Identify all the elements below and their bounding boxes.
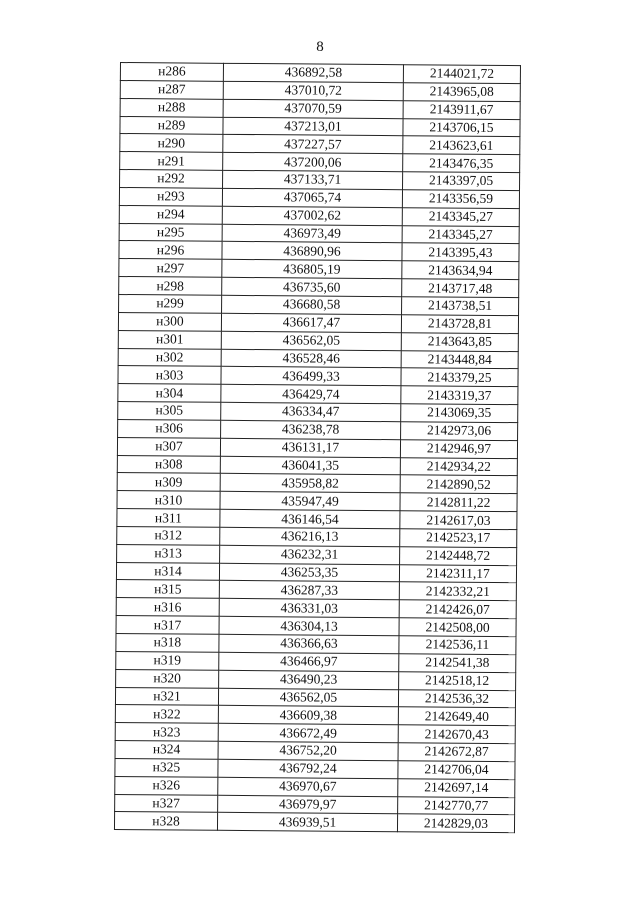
y-coordinate-cell: 2143911,67 — [403, 100, 520, 119]
x-coordinate-cell: 436979,97 — [218, 795, 398, 814]
y-coordinate-cell: 2142508,00 — [399, 618, 516, 637]
point-id-cell: н293 — [119, 187, 222, 206]
x-coordinate-cell: 436253,35 — [219, 563, 399, 582]
x-coordinate-cell: 436131,17 — [220, 438, 400, 457]
y-coordinate-cell: 2142426,07 — [399, 600, 516, 619]
y-coordinate-cell: 2143395,43 — [402, 243, 519, 262]
point-id-cell: н301 — [118, 330, 221, 349]
x-coordinate-cell: 436752,20 — [218, 741, 398, 760]
x-coordinate-cell: 436041,35 — [220, 456, 400, 475]
table-row — [114, 812, 514, 833]
y-coordinate-cell: 2142973,06 — [401, 422, 518, 441]
x-coordinate-cell: 436304,13 — [219, 616, 399, 635]
x-coordinate-cell: 436890,96 — [222, 242, 402, 261]
x-coordinate-cell: 436562,05 — [218, 688, 398, 707]
x-coordinate-cell: 436238,78 — [221, 420, 401, 439]
y-coordinate-cell: 2142518,12 — [399, 671, 516, 690]
point-id-cell: н286 — [120, 63, 223, 82]
x-coordinate-cell: 436973,49 — [222, 224, 402, 243]
y-coordinate-cell: 2143476,35 — [403, 154, 520, 173]
x-coordinate-cell: 437227,57 — [223, 135, 403, 154]
y-coordinate-cell: 2143717,48 — [402, 279, 519, 298]
y-coordinate-cell: 2143706,15 — [403, 118, 520, 137]
x-coordinate-cell: 436680,58 — [222, 295, 402, 314]
y-coordinate-cell: 2142536,11 — [399, 636, 516, 655]
point-id-cell: н307 — [117, 437, 220, 456]
x-coordinate-cell: 436970,67 — [218, 777, 398, 796]
point-id-cell: н309 — [117, 473, 220, 492]
y-coordinate-cell: 2142890,52 — [400, 475, 517, 494]
point-id-cell: н303 — [118, 366, 221, 385]
point-id-cell: н325 — [115, 758, 218, 777]
point-id-cell: н311 — [117, 509, 220, 528]
y-coordinate-cell: 2142332,21 — [399, 582, 516, 601]
point-id-cell: н328 — [114, 812, 217, 831]
y-coordinate-cell: 2142448,72 — [400, 546, 517, 565]
x-coordinate-cell: 436562,05 — [221, 331, 401, 350]
point-id-cell: н319 — [116, 651, 219, 670]
y-coordinate-cell: 2143448,84 — [401, 350, 518, 369]
y-coordinate-cell: 2143319,37 — [401, 386, 518, 405]
point-id-cell: н308 — [117, 455, 220, 474]
y-coordinate-cell: 2143069,35 — [401, 404, 518, 423]
point-id-cell: н315 — [116, 580, 219, 599]
x-coordinate-cell: 437002,62 — [222, 206, 402, 225]
x-coordinate-cell: 436617,47 — [221, 313, 401, 332]
y-coordinate-cell: 2143643,85 — [401, 332, 518, 351]
x-coordinate-cell: 435958,82 — [220, 474, 400, 493]
point-id-cell: н321 — [115, 687, 218, 706]
point-id-cell: н312 — [117, 526, 220, 545]
point-id-cell: н291 — [120, 152, 223, 171]
y-coordinate-cell: 2142311,17 — [399, 564, 516, 583]
point-id-cell: н318 — [116, 633, 219, 652]
x-coordinate-cell: 436499,33 — [221, 367, 401, 386]
y-coordinate-cell: 2142946,97 — [400, 439, 517, 458]
x-coordinate-cell: 436528,46 — [221, 349, 401, 368]
x-coordinate-cell: 436232,31 — [220, 545, 400, 564]
x-coordinate-cell: 436287,33 — [219, 581, 399, 600]
y-coordinate-cell: 2142697,14 — [398, 778, 515, 797]
point-id-cell: н292 — [120, 170, 223, 189]
y-coordinate-cell: 2142670,43 — [398, 725, 515, 744]
point-id-cell: н322 — [115, 705, 218, 724]
point-id-cell: н314 — [116, 562, 219, 581]
point-id-cell: н300 — [118, 312, 221, 331]
y-coordinate-cell: 2142811,22 — [400, 493, 517, 512]
y-coordinate-cell: 2142934,22 — [400, 457, 517, 476]
y-coordinate-cell: 2143345,27 — [402, 225, 519, 244]
x-coordinate-cell: 435947,49 — [220, 492, 400, 511]
y-coordinate-cell: 2142536,32 — [398, 689, 515, 708]
point-id-cell: н302 — [118, 348, 221, 367]
x-coordinate-cell: 436805,19 — [222, 260, 402, 279]
point-id-cell: н296 — [119, 241, 222, 260]
x-coordinate-cell: 437200,06 — [223, 153, 403, 172]
point-id-cell: н313 — [117, 544, 220, 563]
point-id-cell: н310 — [117, 491, 220, 510]
x-coordinate-cell: 437133,71 — [223, 170, 403, 189]
point-id-cell: н324 — [115, 741, 218, 760]
x-coordinate-cell: 436331,03 — [219, 599, 399, 618]
y-coordinate-cell: 2144021,72 — [403, 65, 520, 84]
y-coordinate-cell: 2143356,59 — [402, 190, 519, 209]
y-coordinate-cell: 2143345,27 — [402, 207, 519, 226]
y-coordinate-cell: 2143634,94 — [402, 261, 519, 280]
y-coordinate-cell: 2142672,87 — [398, 743, 515, 762]
x-coordinate-cell: 437010,72 — [223, 81, 403, 100]
x-coordinate-cell: 436735,60 — [222, 277, 402, 296]
y-coordinate-cell: 2142706,04 — [398, 761, 515, 780]
point-id-cell: н306 — [118, 419, 221, 438]
y-coordinate-cell: 2143623,61 — [403, 136, 520, 155]
point-id-cell: н289 — [120, 116, 223, 135]
point-id-cell: н294 — [119, 205, 222, 224]
x-coordinate-cell: 436366,63 — [219, 634, 399, 653]
y-coordinate-cell: 2142617,03 — [400, 511, 517, 530]
y-coordinate-cell: 2142541,38 — [399, 654, 516, 673]
point-id-cell: н295 — [119, 223, 222, 242]
x-coordinate-cell: 436490,23 — [219, 670, 399, 689]
coordinates-table — [114, 62, 521, 833]
x-coordinate-cell: 436146,54 — [220, 509, 400, 528]
point-id-cell: н288 — [120, 98, 223, 117]
y-coordinate-cell: 2143965,08 — [403, 83, 520, 102]
x-coordinate-cell: 437213,01 — [223, 117, 403, 136]
point-id-cell: н287 — [120, 80, 223, 99]
point-id-cell: н299 — [119, 294, 222, 313]
x-coordinate-cell: 437065,74 — [222, 188, 402, 207]
y-coordinate-cell: 2143379,25 — [401, 368, 518, 387]
point-id-cell: н290 — [120, 134, 223, 153]
x-coordinate-cell: 436939,51 — [217, 813, 397, 832]
y-coordinate-cell: 2142770,77 — [398, 796, 515, 815]
x-coordinate-cell: 436792,24 — [218, 759, 398, 778]
point-id-cell: н297 — [119, 259, 222, 278]
x-coordinate-cell: 436429,74 — [221, 384, 401, 403]
y-coordinate-cell: 2143738,51 — [402, 297, 519, 316]
y-coordinate-cell: 2142829,03 — [397, 814, 514, 833]
point-id-cell: н320 — [116, 669, 219, 688]
x-coordinate-cell: 437070,59 — [223, 99, 403, 118]
x-coordinate-cell: 436892,58 — [223, 63, 403, 82]
page-number: 8 — [316, 39, 324, 55]
point-id-cell: н323 — [115, 723, 218, 742]
x-coordinate-cell: 436334,47 — [221, 402, 401, 421]
point-id-cell: н305 — [118, 402, 221, 421]
y-coordinate-cell: 2142523,17 — [400, 529, 517, 548]
x-coordinate-cell: 436466,97 — [219, 652, 399, 671]
x-coordinate-cell: 436609,38 — [218, 706, 398, 725]
x-coordinate-cell: 436672,49 — [218, 724, 398, 743]
point-id-cell: н326 — [115, 776, 218, 795]
point-id-cell: н316 — [116, 598, 219, 617]
y-coordinate-cell: 2143397,05 — [403, 172, 520, 191]
point-id-cell: н327 — [115, 794, 218, 813]
point-id-cell: н298 — [119, 277, 222, 296]
coordinates-table-body — [114, 63, 520, 833]
y-coordinate-cell: 2142649,40 — [398, 707, 515, 726]
point-id-cell: н317 — [116, 616, 219, 635]
point-id-cell: н304 — [118, 384, 221, 403]
x-coordinate-cell: 436216,13 — [220, 527, 400, 546]
y-coordinate-cell: 2143728,81 — [401, 315, 518, 334]
